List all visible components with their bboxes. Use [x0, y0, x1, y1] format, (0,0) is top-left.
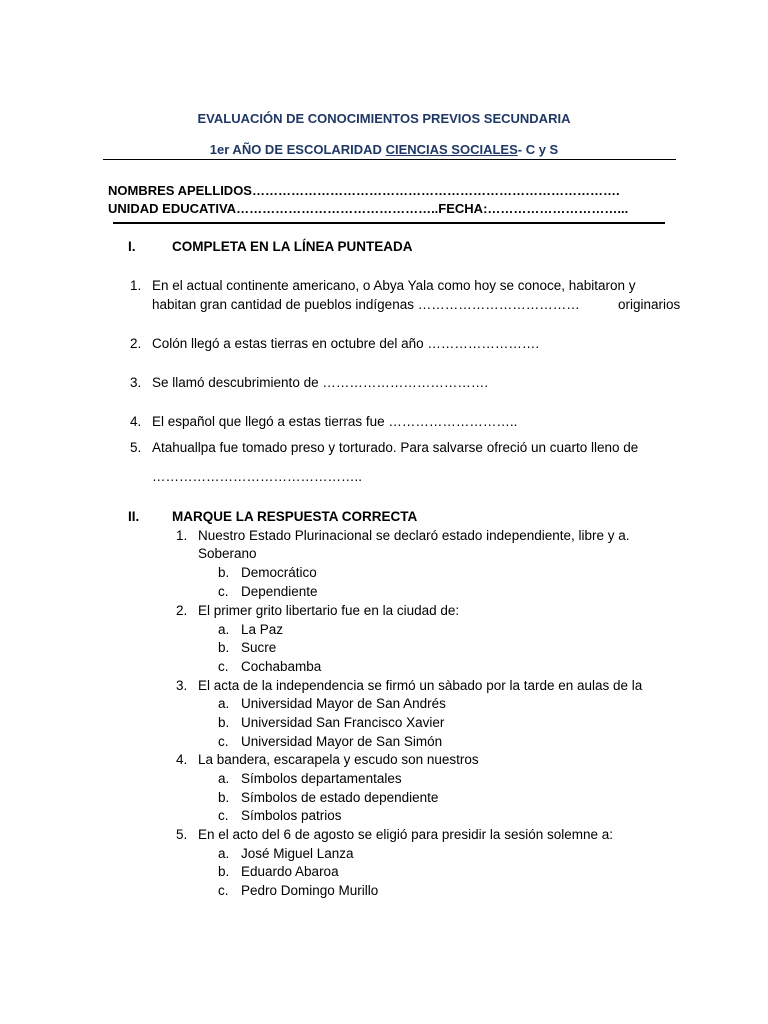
option-letter: c. [218, 659, 229, 674]
section2-numeral: II. [128, 509, 140, 524]
option-text: José Miguel Lanza [241, 846, 354, 861]
question-number: 3. [176, 678, 188, 693]
subtitle-prefix: 1er AÑO DE ESCOLARIDAD [209, 142, 386, 157]
question-text: En el acto del 6 de agosto se eligió para presidir la sesión solemne a: [198, 827, 613, 842]
item-number: 2. [130, 336, 142, 351]
option-letter: a. [218, 696, 230, 711]
option-letter: b. [218, 715, 230, 730]
option-text: Universidad Mayor de San Simón [241, 734, 443, 749]
option-text: Universidad San Francisco Xavier [241, 715, 445, 730]
option-letter: a. [218, 622, 230, 637]
question-number: 1. [176, 528, 188, 543]
option-text: La Paz [241, 622, 284, 637]
item-number: 4. [130, 414, 142, 429]
option-letter: c. [218, 883, 229, 898]
form-divider [113, 222, 665, 224]
option-text: Símbolos patrios [241, 808, 342, 823]
option-text: Pedro Domingo Murillo [241, 883, 379, 898]
item-text: El español que llegó a estas tierras fue ……………………….. [152, 414, 518, 429]
section2-heading: MARQUE LA RESPUESTA CORRECTA [172, 509, 418, 524]
question-number: 4. [176, 752, 188, 767]
option-letter: c. [218, 734, 229, 749]
item-text: En el actual continente americano, o Abya Yala como hoy se conoce, habitaron y [152, 278, 636, 293]
section1-numeral: I. [128, 239, 136, 254]
page-title: EVALUACIÓN DE CONOCIMIENTOS PREVIOS SECUNDARIA [197, 111, 571, 126]
option-text: Sucre [241, 640, 277, 655]
option-text: Universidad Mayor de San Andrés [241, 696, 446, 711]
option-text: Democrático [241, 565, 317, 580]
question-text-continued: Soberano [198, 546, 257, 561]
question-text: El primer grito libertario fue en la ciudad de: [198, 603, 460, 618]
option-letter: c. [218, 584, 229, 599]
question-text: El acta de la independencia se firmó un sàbado por la tarde en aulas de la [198, 678, 643, 693]
option-text: Dependiente [241, 584, 318, 599]
page-subtitle [0, 142, 768, 157]
item-number: 1. [130, 278, 142, 293]
option-letter: c. [218, 808, 229, 823]
item-text-continued: ……………………………………….. [152, 469, 363, 484]
option-letter: b. [218, 565, 230, 580]
option-letter: b. [218, 640, 230, 655]
names-field-line: NOMBRES APELLIDOS…………………………………………………………………………. [108, 183, 620, 198]
header-divider [103, 159, 676, 160]
option-text: Cochabamba [241, 659, 322, 674]
option-text: Símbolos de estado dependiente [241, 790, 439, 805]
option-text: Eduardo Abaroa [241, 864, 339, 879]
question-number: 2. [176, 603, 188, 618]
subtitle-subject: CIENCIAS SOCIALES [385, 142, 518, 157]
option-letter: b. [218, 790, 230, 805]
question-text: La bandera, escarapela y escudo son nuestros [198, 752, 479, 767]
item-number: 3. [130, 375, 142, 390]
question-text: Nuestro Estado Plurinacional se declaró estado independiente, libre y a. [198, 528, 630, 543]
option-text: Símbolos departamentales [241, 771, 402, 786]
option-letter: b. [218, 864, 230, 879]
item-text: Colón llegó a estas tierras en octubre del año ……………………. [152, 336, 540, 351]
item-text: Atahuallpa fue tomado preso y torturado. Para salvarse ofreció un cuarto lleno de [152, 440, 639, 455]
item-text-end: originarios [618, 297, 681, 312]
option-letter: a. [218, 771, 230, 786]
question-number: 5. [176, 827, 188, 842]
subtitle-suffix: - C y S [517, 142, 559, 157]
school-date-field-line: UNIDAD EDUCATIVA………………………………………..FECHA:…………………………... [108, 201, 629, 216]
item-number: 5. [130, 440, 142, 455]
option-letter: a. [218, 846, 230, 861]
section1-heading: COMPLETA EN LA LÍNEA PUNTEADA [172, 239, 413, 254]
item-text-continued: habitan gran cantidad de pueblos indígenas ……………………………… [152, 297, 580, 312]
item-text: Se llamó descubrimiento de ………………………………. [152, 375, 489, 390]
